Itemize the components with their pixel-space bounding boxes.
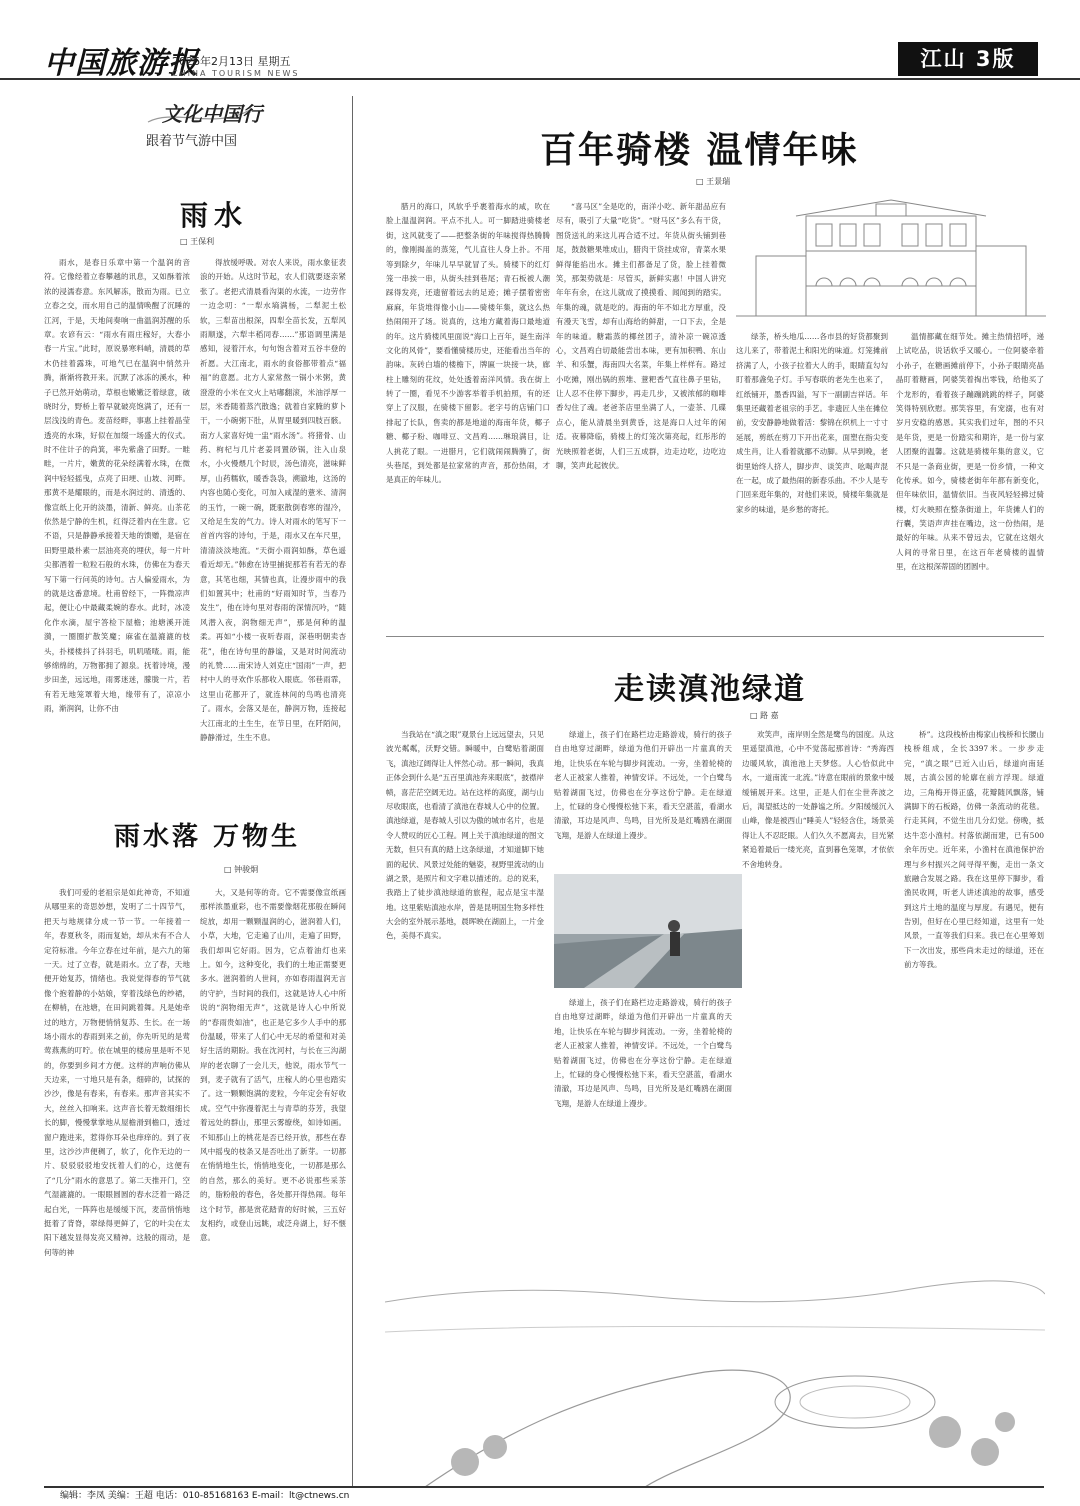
article-body-dianchi-col2: [554, 728, 732, 868]
paragraph: 雨水，是春日乐章中第一个温润的音符。它像经着立春攀越的讯息，又如酥着浓浓的浸濡春意。东风解冻，散而为雨。已立立春之交，而水用自己的温情唤醒了沉睡的江河，于是，天地间奏响一曲温润苏醒的乐章。农谚有云：“雨水有雨庄稼好，大春小春一片宝。”此时，原说暴寒料峭，清晨的草木仍挂着露珠，可地气已在温润中悄然升腾，渐渐将教开来。沉默了冰冻的溪水，种子已然开始萌动，草根也嫩嫩泛着绿意，破晓时分，野桥上着早就破亮饱满了，还有一层浅浅的青色。麦苗经畔，事惠上挂着晶莹透亮的水珠，好似在加缀一场盛大的仪式。时不住计子的尚箕，率先紫盏了田野。一畦畦，一片片，嫩黄的花朵经满着水珠，在微润中轻轻摇曳，点亮了田埂、山坡、河畔。那黄不是耀眼的，而是水润过的、清透的、像宣纸上化开的淡墨，清新、鲜亮。山茶花依然是宁静的生机，红得泛着内在生意。它不语，只是静静承接着天地的馈赠，是宿在田野里最朴素一层油亮亮的埋伏，每一片叶尖都酒着一粒粒石般的水珠，仿佛在为春天写下第一行问英的诗句。古人偏爱雨水，为的就是这番意境。杜甫曾经下，一阵微凉声起，便让心中最藏柔婉的春水。此时，冰凌化作水滴，屋宇答检下屋檐；池塘溪开涟漪，一圈圈扩散笑魔；麻雀在温漉漉的枝头，扑楼楼抖了抖羽毛，叽叽喳喳。雨，能够绵绵的，万物都拥了源泉。抚着诗境，漫步田垄，远远地，雨雾迷迷，朦胧一片，若有若无地笼罩着大地，缘带有了，凉凉小雨，渐润润，让你不由: [44, 258, 190, 714]
article-body-yushui-col2: [200, 256, 346, 796]
greenway-photo: [554, 874, 742, 988]
article-body-dianchi-col3: [742, 728, 894, 1268]
qilou-building-illustration: [736, 196, 1046, 326]
paragraph: 当我站在“滇之眼”观景台上远远望去，只见波光粼粼，沃野交错。瞬暖中，白鹭贴着湖面飞，滇池辽阔得让人怦然心动。那一瞬间，我真正体会到什么是“五百里滇池奔来眼底”，披襟岸帻，喜茫茫空阔无边。站在这样的高度，湖与山尽收眼底，也看清了滇池在春城人心中的位置。滇池绿道，是春城人引以为傲的城市名片，也是令人赞叹的匠心工程。网上关于滇池绿道的图文无数，但只有真的踏上这条绿道，才知道脚下她面的起伏、风景过处能的魅姿，视野里流动的山湖之景，是照片和文字难以描述的。总的说来，我踏上了徒步滇池绿道的旅程，起点是宝丰湿地。这里紫贴滇池水岸，曾是昆明国生物多样性大会的室外展示基地，晨晖映在湖面上，一片金色，美得不真实。: [386, 730, 544, 941]
article-title-dianchi: 走读滇池绿道: [614, 672, 806, 707]
paragraph: 绿茶，桥头地瓜……各市县的好货都聚到这儿来了，带着泥土和阳光的味道。灯笼摊前挤满了人，小孩子拉着大人的手，眼睛直勾勾盯着那盏兔子灯。手写春联的老先生也来了，红纸铺开，墨香四溢，写下一副副吉祥话。年集里还藏着老祖宗的手艺。非遗匠人坐在摊位前，安安静静地做着活：黎锦在织机上一寸寸延展，剪纸在剪刀下开出花来，面塑在指尖变成生肖，让人看着就挪不动脚。从早到晚，老街里始终人挤人，脚步声、谈笑声、吆喝声混在一起，成了最热闹的新春乐曲。不少人是专门回来逛年集的，对他们来说，骑楼年集就是家乡的味道，是乡愁的寄托。: [736, 332, 888, 514]
article-body-dianchi-col2-continued: [554, 996, 732, 1268]
byline-dianchi: □ 路 嘉: [750, 711, 779, 720]
article-title-qilou: 百年骑楼 温情年味: [540, 130, 859, 171]
column-subtitle: 跟着节气游中国: [146, 134, 238, 149]
byline-wanwusheng: □ 钟骏炯: [224, 865, 259, 874]
article-body-dianchi-col4: [904, 728, 1044, 1268]
article-body-qilou-col3: [736, 330, 888, 620]
paragraph: 绿道上，孩子们在路栏边走路游戏，骑行的孩子自由地穿过湖畔，绿道为他们开辟出一片童真的天地，让快乐在车轮与脚步间流动。一旁，坐着轮椅的老人正被家人推着，神情安详。不远处，一个白鹭鸟贴着湖面飞过，仿佛也在分享这份宁静。走在绿道上，忙碌的身心慢慢松弛下来，看天空湛蓝，看湖水清澈，耳边是风声、鸟鸣，目光所及是红嘴鸥在湖面飞翔，是游人在绿道上漫步。: [554, 730, 732, 840]
column-logo: 文化中国行: [162, 102, 262, 126]
article-title-wanwusheng: 雨水落 万物生: [114, 822, 301, 852]
byline-qilou: □ 王景瑞: [696, 177, 731, 186]
paragraph: 大，又是何等的奇。它不需要像宣纸画那样浓墨重彩，也不需要像烟花那般在瞬间绽放，却用一颗颗温润的心，滋润着人们，小草，大地，它走遍了山川，走遍了田野，我们却叫它好雨。因为，它点着油灯也来上。如今，这种变化，我们的土地正需要更多水。滋润着的人世间，亦如春雨温润无言的守护，当时间的我们，这就是诗人心中所说的“润物细无声”，这就是诗人心中所说的“春雨贵如油”，也正是它多少人手中的那份温暖，带来了人们心中无尽的希望和对美好生活的期盼。我在沈河村，与长在三沟湖岸的老农聊了一会儿天，他说，雨水节气一到，麦子就有了活气，庄稼人的心里也踏实了。这一颗颗饱满的麦粒，今年定会有好收成。空气中弥漫着泥土与青草的芬芳，我望着远处的群山，那里云雾缭绕，如诗如画。不知那山上的桃花是否已经开放，那些在春风中摇曳的枝条又是否吐出了新芽。一切都在悄悄地生长，悄悄地变化，一切都是那么的自然，那么的美好。更不必说那些采茶的，脂粉般的春色，各处都开得热闹。每年这个时节，都是赏花踏青的好时候，三五好友相约，或登山远眺，或泛舟湖上，好不惬意。: [200, 888, 346, 1243]
issue-date: 2026年2月13日 星期五: [172, 55, 291, 68]
left-column: [44, 96, 346, 1486]
byline-yushui: □ 王保利: [180, 237, 215, 246]
newspaper-english-name: CHINA TOURISM NEWS: [172, 69, 300, 78]
newspaper-logo: 中国旅游报: [44, 46, 199, 81]
article-body-qilou-col2: [556, 200, 726, 620]
paragraph: 温情都藏在细节处。摊主热情招呼，递上试吃品，说话软乎又暖心。一位阿婆牵着小孙子，在糖画摊前停下，小孙子眼睛亮晶晶盯着糖画，阿婆笑着掏出零钱，给他买了个龙形的，看着孩子蹦蹦跳跳的样子，阿婆笑得特别欣慰。那笑容里，有宠溺，也有对岁月安稳的感恩。其实我们过年，图的不只是年货，更是一份踏实和期许，是一份与家人团聚的温馨。这就是骑楼年集的意义，它不只是一条商业街，更是一份乡情，一种文化传承。如今，骑楼老街年年都有新变化，但年味依旧，温情依旧。当夜风轻轻拂过骑楼，灯火映照在整条街道上，年货摊人们的行囊，笑语声声挂在嘴边，这一份热闹，是最好的年味。从来不曾远去，它就在这烟火人间的寻常日里，在这百年老骑楼的温情里，在这根深蒂固的团圆中。: [896, 332, 1044, 572]
article-body-dianchi-col1: [386, 728, 544, 1268]
paragraph: 我们可爱的老祖宗是如此神奇，不知道从哪里来的奇思妙想，发明了二十四节气，把天与地规律分成一节一节。一年接着一年，春夏秋冬，雨而复始，却从未有不合人定符标准。今年立春在过年前，是六九的第一天。过了立春，就是雨水。立了春，天地便开始复苏，情绪也。我说觉得春的节气就像个抱着静的小姑娘，穿着浅绿色的纱裙，在柳梢，在池塘，在田间跳着舞。凡是她牵过的地方，万物便悄悄复苏、生长。在一场场小雨水的春雨到来之前，你先听见的是莺莺燕燕的叮咛。依在城里的楼房里是听不见的，你要到乡间才方便。这样的声响仿佛从天边来，一寸地只是有条，细碎的，试探的沙沙，像是有春来，有春来。那声音其实不大，丝丝入扣响来。这声音长着无数细细长长的脚，慢慢掌掌地从屋檐滑到檐口，透过窗户跑进来，惹得你耳朵也痒痒的。到了夜里，这沙沙声便稠了，软了，化作无边的一片、驳驳驳驳地安抚着人们的心，这便有了“几分”雨水的意思了。第二天推开门，空气湿漉漉的。一眼眼圆圆的春水泛着一路泛起白光，一阵阵也是缓缓下沉，麦苗悄悄地挺着了背脊，翠绿得更鲜了，它的叶尖在太阳下越发显得发亮又精神。这般的雨动，是何等的神: [44, 888, 190, 1257]
paragraph: 得放缓呼吸。对农人来说，雨水象征表浪的开始。从这时节起，农人们就要逐亲紧张了。老把式清晨看沟渠的水流，一边劳作一边念叨：“一犁水墒满杨，二犁泥土松软，三犁苗出根深，四犁全苗长发，五犁风雨顺遂，六犁丰稻同春……”那语调里满是感知，浸着汗水，句句饱含着对五谷丰登的祈愿。大江南北，雨水的食俗都带着点“福福”的意愿。北方人家常熬一锅小米粥，黄澄澄的小米在文火上咕嘟翻滚，米油浮厚一层，米香随着蒸汽散逸；就着自家腌的萝卜干，一小碗粥下肚，从胃里暖到四肢百骸。南方人家喜好炖一盅“雨水汤”。将猪骨、山药、枸杞与几片老姜同置砂锅，注入山泉水，小火慢煨几个时辰，汤色清亮，滋味鲜厚，山药糯软，暖香袅袅，溯澈地，这汤的内容也随心变化，可加入咸湿的薏米、清润的玉竹，一碗一碗，既驱散倒春寒的湿冷，又给足生发的气力。诗人对雨水的笔写下一首首内容的诗句，于是，雨水又在车尺里，清清淡淡地流。“天街小雨润如酥，草色遥看近却无。”韩愈在诗里捕捉那若有若无的春意，其笔也细，其情也真，让漫步雨中的我们如置其中；杜甫的“好雨知时节，当春乃发生”，他在诗句里对春雨的深情沉吟，“随风潜入夜，润物细无声”，那是何种的温柔。再如“小楼一夜听春雨，深巷明朝卖杏花”，他在诗句里的静谧，又是对时间流动的礼赞……南宋诗人刘克庄“国雨”一声，把村中人的寻欢作乐都收入眼底。邻巷雨霏，这里山花都开了，就连林间的鸟鸣也清亮了。雨水，会落又是在，静润万物，连接起大江南北的土生生，在节日里，在阡陌间，静静滑过，生生不息。: [200, 258, 346, 742]
paragraph: “喜马区”全是吃的，南洋小吃、新年甜品应有尽有，吸引了大量“吃货”。“财马区”多么有干货，图货送礼的来这儿再合适不过。年货从街头铺到巷尾，鼓鼓糖果堆成山，腊肉干货挂成帘，青菜水果鲜得能掐出水。摊主们都备足了货，脸上挂着微笑，那架势就是：尽管买，新鲜实惠！中国人讲究年年有余，在这儿就成了摸摸看、闻闻到的踏实。年集的魂，就是吃的。海南的年不如北方厚重，没有漫天飞雪，却有山海给的鲜甜，一口下去，全是年的味道。糖霜蒸的椰丝团子，清补凉一碗凉透心，文昌鸡白切最能尝出本味，更有加积鸭、东山羊、和乐蟹，海南四大名菜，年集上样样有。路过小吃摊，刚出锅的煎堆、薏粑香气直往鼻子里钻，让人忍不住停下脚步，再走几步，又被浓郁的咖啡香勾住了魂。老爸茶店里坐满了人，一壶茶、几碟点心，能从清晨坐到黄昏，这是海口人过年的闲适。夜幕降临，骑楼上的灯笼次第亮起，红彤彤的光映照着老街，人们三五成群，边走边吃，边吃边聊，笑声此起彼伏。: [556, 202, 726, 471]
column-divider: [352, 96, 353, 1486]
paragraph: 绿道上，孩子们在路栏边走路游戏，骑行的孩子自由地穿过湖畔，绿道为他们开辟出一片童真的天地，让快乐在车轮与脚步间流动。一旁，坐着轮椅的老人正被家人推着，神情安详。不远处，一个白鹭鸟贴着湖面飞过，仿佛也在分享这份宁静。走在绿道上，忙碌的身心慢慢松弛下来，看天空湛蓝，看湖水清澈，耳边是风声、鸟鸣，目光所及是红嘴鸥在湖面飞翔，是游人在绿道上漫步。: [554, 998, 732, 1108]
article-body-qilou-col1: [386, 200, 550, 620]
footer: 编辑：李凤 美编：王超 电话：010-85168163 E-mail：lt@ctnews.cn: [44, 1486, 1044, 1506]
article-body-qilou-col4: [896, 330, 1044, 620]
dianchi-lake-illustration: [385, 1272, 1045, 1487]
article-body-yushui-col1: [44, 256, 190, 796]
article-body-wanwusheng-col2: [200, 886, 346, 1476]
paragraph: 桥”。这段栈桥由梅家山栈桥和长腰山栈桥组成，全长3397米。一步步走完，“滇之眼”已近入山后，绿道向南延展，古滇公园的轮廓在前方浮现。绿道边，三角梅开得正盛，花瓣随风飘落，铺满脚下的石板路，仿佛一条流动的花毯。行走其间，不觉生出几分幻觉。傍晚，抵达牛恋小渔村。村落依湖而建，已有500余年历史。近年来，小渔村在滇池保护治理与乡村振兴之间寻得平衡，走出一条文旅融合发展之路。我在这里停下脚步，看渔民收网，听老人讲述滇池的故事，感受到这片土地的温度与厚度。有遇见，便有告别，但好在心里已经知道，这里有一处风景，一直等我们归来。我已在心里筹划下一次出发，那些尚未走过的绿道，还在前方等我。: [904, 730, 1044, 970]
paragraph: 欢笑声，南岸则全然是鹭鸟的国度。从这里遥望滇池，心中不觉荡起那首诗：“秀海西边暖风软，滇池池上天梦悠。人心恰似此中水，一道南流一北流。”诗意在眼前的景象中缓缓铺展开来。这里，正是人们在尘世奔波之后，渴望抵达的一处静谧之所。夕阳缓缓沉入山峰，像是被西山“睡美人”轻轻含住，场景美得让人不忍眨眼。人们久久不愿离去，目光紧紧追着最后一缕光亮，直到暮色笼罩，才依依不舍地转身。: [742, 730, 894, 869]
section-divider: [386, 636, 1044, 637]
article-body-wanwusheng-col1: [44, 886, 190, 1476]
article-title-yushui: 雨水: [180, 199, 249, 232]
masthead: [0, 0, 1080, 80]
paragraph: 腊月的海口，风软乎乎裹着海水的咸，吹在脸上温温润润。平点不扎人。可一脚踏进骑楼老街，这风就变了——把整条街的年味搅得热腾腾的，像刚揭盖的蒸笼，气儿直往人身上扑。不用等到除夕，年味儿早早就冒了头。骑楼下的红灯笼一串挨一串，从街头挂到巷尾；青石板被人潮踩得发亮，还遗留着远去的足迹；摊子摆着密密麻麻，年货堆得像小山——骑楼年集，就这么热热闹闹开了场。说真的，这地方藏着海口最地道的年。这片骑楼风里面说“海口上百年，诞生南洋文化的风骨”，要看懂骑楼历史，还能看出当年的韵味。灰砖白墙的楼檐下，牌匾一块接一块，廊柱上雕刻的花纹，处处透着南洋风情。我在街上转了一圈，看见不少游客举着手机拍照，有的还穿上了汉服，在骑楼下留影。老字号的店铺门口排起了长队，售卖的都是地道的海南年货，椰子糖、椰子粉、咖啡豆、文昌鸡……琳琅满目，让人挑花了眼。一进腊月，它们就闹闹腾腾了，街头巷尾，到处都是拉家常的声音，那份热闹，才是真正的年味儿。: [386, 202, 550, 485]
section-badge: 江山 3版: [898, 42, 1038, 76]
